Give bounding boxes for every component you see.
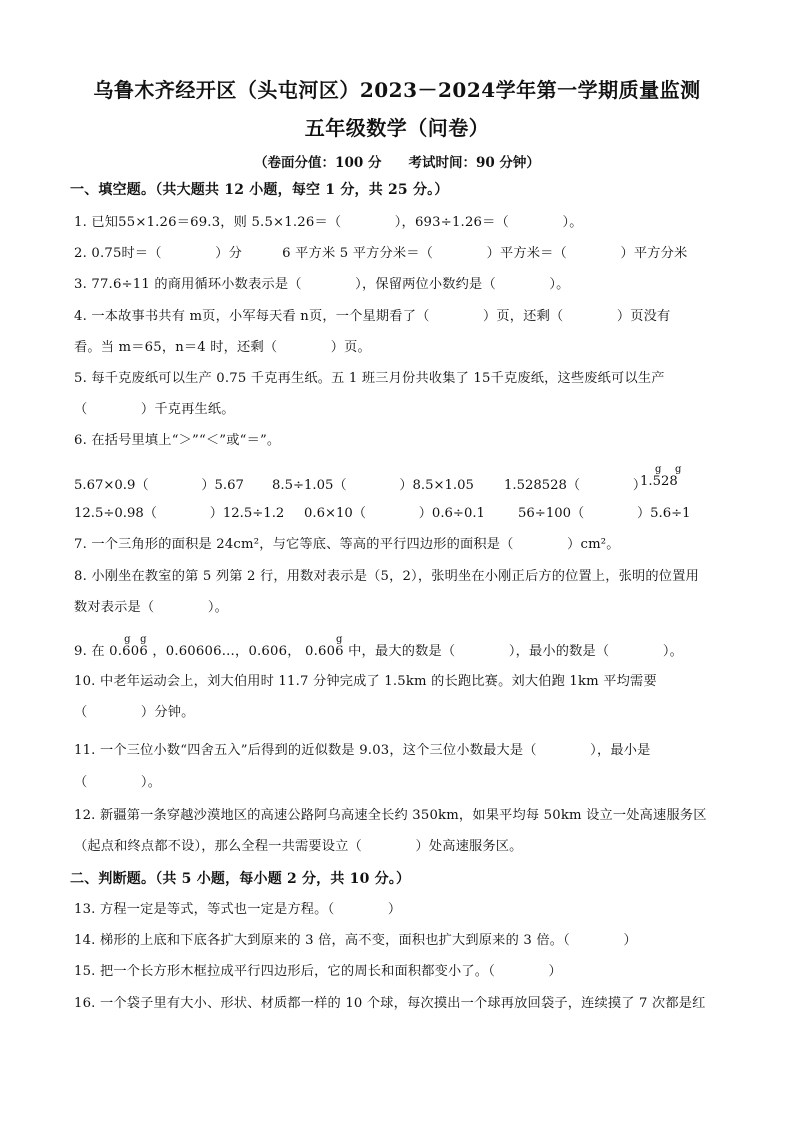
question-4-line2: 看。当 m＝65，n＝4 时，还剩（ ）页。: [74, 340, 371, 355]
section-heading-fill-blank: 一、填空题。（共大题共 12 小题，每空 1 分，共 25 分。）: [70, 182, 449, 198]
question-8-line1: 8. 小刚坐在教室的第 5 列第 2 行，用数对表示是（5，2），张明坐在小刚正后方的位置上，张明的位置用: [74, 569, 699, 584]
exam-subtitle: 五年级数学（问卷）: [304, 116, 490, 140]
question-15: 15. 把一个长方形木框拉成平行四边形后，它的周长和面积都变小了。（ ）: [74, 964, 562, 979]
question-14: 14. 梯形的上底和下底各扩大到原来的 3 倍，高不变，面积也扩大到原来的 3 倍。（ ）: [74, 933, 637, 948]
question-13: 13. 方程一定是等式，等式也一定是方程。（ ）: [74, 902, 402, 917]
question-8-line2: 数对表示是（ ）。: [74, 600, 229, 615]
repeating-decimal: [640, 464, 682, 491]
compare-item: 5.67×0.9（ ）5.67: [74, 478, 244, 493]
question-16-line1: 16. 一个袋子里有大小、形状、材质都一样的 10 个球，每次摸出一个球再放回袋子，连续摸了 7 次都是红: [74, 996, 706, 1011]
repeat-dot-mark: g: [675, 464, 682, 475]
repeating-decimal-digits: 0.606: [305, 644, 344, 659]
question-2: 2. 0.75时＝（ ）分 6 平方米 5 平方分米＝（ ）平方米＝（ ）平方分米: [74, 246, 688, 261]
repeating-decimal-digits: 0.606: [109, 644, 148, 659]
question-9: [74, 634, 684, 661]
question-6: 6. 在括号里填上“＞”“＜”或“＝”。: [74, 433, 281, 448]
compare-item: 1.528528（ ）: [504, 478, 647, 493]
repeat-dot-mark: g: [140, 634, 147, 645]
repeating-decimal-digits: 1.528: [640, 474, 678, 489]
question-11-line1: 11. 一个三位小数“四舍五入”后得到的近似数是 9.03，这个三位小数最大是（ ），最小是: [74, 743, 651, 758]
compare-item: 0.6×10（ ）0.6÷0.1: [304, 506, 485, 521]
repeating-decimal: [305, 634, 344, 661]
question-11-line2: （ ）。: [74, 775, 162, 790]
repeat-dot-mark: g: [655, 464, 662, 475]
exam-title: 乌鲁木齐经开区（头屯河区）2023－2024学年第一学期质量监测: [93, 78, 701, 102]
question-4-line1: 4. 一本故事书共有 m页，小军每天看 n页，一个星期看了（ ）页，还剩（ ）页没有: [74, 309, 671, 324]
compare-item: 12.5÷0.98（ ）12.5÷1.2: [74, 506, 285, 521]
compare-item: 8.5÷1.05（ ）8.5×1.05: [272, 478, 474, 493]
question-12-line1: 12. 新疆第一条穿越沙漠地区的高速公路阿乌高速全长约 350km，如果平均每 50km 设立一处高速服务区: [74, 808, 707, 823]
question-10-line1: 10. 中老年运动会上，刘大伯用时 11.7 分钟完成了 1.5km 的长跑比赛。刘大伯跑 1km 平均需要: [74, 674, 657, 689]
question-9-suffix: 中，最大的数是（ ），最小的数是（ ）。: [348, 644, 684, 659]
question-9-prefix: 9. 在: [74, 644, 105, 659]
section-heading-true-false: 二、判断题。（共 5 小题，每小题 2 分，共 10 分。）: [70, 871, 411, 887]
question-7: 7. 一个三角形的面积是 24cm²，与它等底、等高的平行四边形的面积是（ ）cm²。: [74, 537, 620, 552]
question-1: 1. 已知55×1.26＝69.3，则 5.5×1.26＝（ ），693÷1.26＝（ ）。: [74, 215, 583, 230]
repeating-decimal: [109, 634, 148, 661]
question-10-line2: （ ）分钟。: [74, 705, 195, 720]
question-3: 3. 77.6÷11 的商用循环小数表示是（ ），保留两位小数约是（ ）。: [74, 277, 570, 292]
question-12-line2: （起点和终点都不设），那么全程一共需要设立（ ）处高速服务区。: [74, 839, 523, 854]
repeat-dot-mark: g: [124, 634, 131, 645]
question-5-line1: 5. 每千克废纸可以生产 0.75 千克再生纸。五 1 班三月份共收集了 15千克废纸，这些废纸可以生产: [74, 371, 665, 386]
question-9-middle: ，0.60606…，0.606，: [152, 644, 301, 659]
repeat-dot-mark: g: [336, 634, 343, 645]
question-5-line2: （ ）千克再生纸。: [74, 402, 235, 417]
compare-item: 56÷100（ ）5.6÷1: [518, 506, 691, 521]
exam-info: （卷面分值：100 分 考试时间：90 分钟）: [254, 155, 540, 171]
